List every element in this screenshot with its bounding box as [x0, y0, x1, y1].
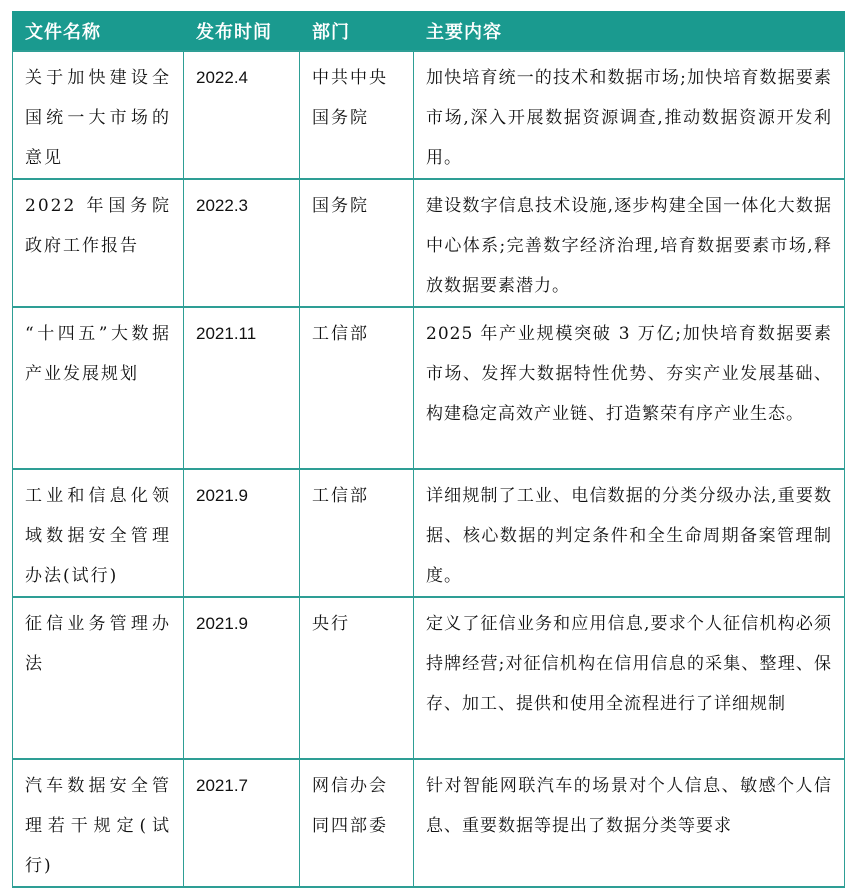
cell-dept: 央行 [300, 597, 414, 759]
table-row [13, 597, 845, 759]
cell-name: “十四五”大数据产业发展规划 [13, 307, 184, 469]
cell-name: 2022 年国务院政府工作报告 [13, 179, 184, 307]
cell-content: 2025 年产业规模突破 3 万亿;加快培育数据要素市场、发挥大数据特性优势、夯实产业发展基础、构建稳定高效产业链、打造繁荣有序产业生态。 [414, 307, 845, 469]
table-row [13, 307, 845, 469]
table-row [13, 51, 845, 179]
table-header-row [13, 11, 845, 51]
cell-name: 工业和信息化领域数据安全管理办法(试行) [13, 469, 184, 597]
cell-date: 2021.7 [184, 759, 300, 887]
cell-content: 详细规制了工业、电信数据的分类分级办法,重要数据、核心数据的判定条件和全生命周期备案管理制度。 [414, 469, 845, 597]
header-name: 文件名称 [13, 11, 184, 51]
header-date: 发布时间 [184, 11, 300, 51]
table-row [13, 759, 845, 887]
policy-table [12, 11, 845, 888]
cell-dept: 中共中央国务院 [300, 51, 414, 179]
cell-dept: 网信办会同四部委 [300, 759, 414, 887]
cell-name: 汽车数据安全管理若干规定(试行) [13, 759, 184, 887]
cell-dept: 工信部 [300, 307, 414, 469]
header-content: 主要内容 [414, 11, 845, 51]
cell-content: 针对智能网联汽车的场景对个人信息、敏感个人信息、重要数据等提出了数据分类等要求 [414, 759, 845, 887]
cell-dept: 国务院 [300, 179, 414, 307]
cell-content: 建设数字信息技术设施,逐步构建全国一体化大数据中心体系;完善数字经济治理,培育数据要素市场,释放数据要素潜力。 [414, 179, 845, 307]
table-row [13, 469, 845, 597]
cell-dept: 工信部 [300, 469, 414, 597]
cell-date: 2022.4 [184, 51, 300, 179]
cell-name: 征信业务管理办法 [13, 597, 184, 759]
cell-date: 2021.11 [184, 307, 300, 469]
cell-date: 2021.9 [184, 469, 300, 597]
cell-name: 关于加快建设全国统一大市场的意见 [13, 51, 184, 179]
cell-content: 定义了征信业务和应用信息,要求个人征信机构必须持牌经营;对征信机构在信用信息的采集、整理、保存、加工、提供和使用全流程进行了详细规制 [414, 597, 845, 759]
cell-date: 2021.9 [184, 597, 300, 759]
header-dept: 部门 [300, 11, 414, 51]
table-row [13, 179, 845, 307]
cell-date: 2022.3 [184, 179, 300, 307]
cell-content: 加快培育统一的技术和数据市场;加快培育数据要素市场,深入开展数据资源调查,推动数据资源开发利用。 [414, 51, 845, 179]
